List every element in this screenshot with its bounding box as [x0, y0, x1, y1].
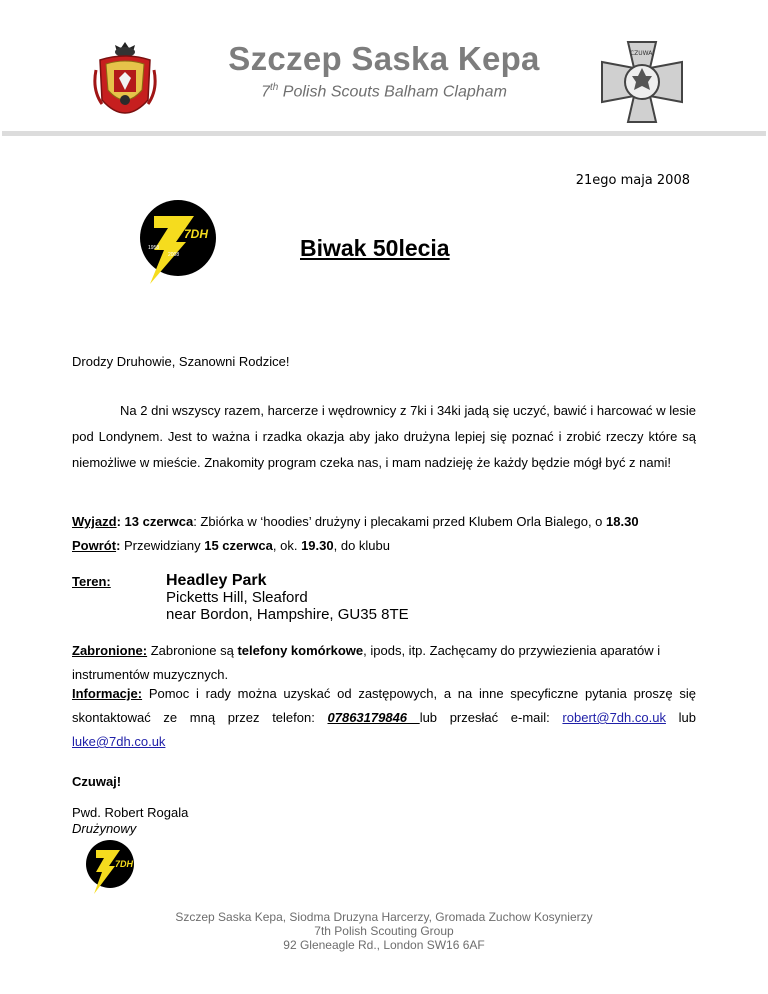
7dh-anniversary-logo	[132, 198, 224, 286]
header-divider	[2, 131, 766, 136]
email-link-robert[interactable]: robert@7dh.co.uk	[562, 710, 666, 725]
location-name: Headley Park	[166, 572, 267, 589]
closing: Czuwaj!	[72, 774, 122, 789]
scout-cross-emblem	[598, 38, 686, 126]
footer-line3: 92 Gleneagle Rd., London SW16 6AF	[283, 938, 485, 952]
footer	[0, 910, 768, 952]
email-link-luke[interactable]: luke@7dh.co.uk	[72, 734, 166, 749]
7dh-small-logo	[84, 838, 138, 896]
signature-role: Drużynowy	[72, 821, 137, 836]
departure-info: Wyjazd: 13 czerwca: Zbiórka w ‘hoodies’ drużyny i plecakami przed Klubem Orla Bialego, o 18.30	[72, 514, 639, 529]
prohibited-info: Zabronione: Zabronione są telefony komórkowe, ipods, itp. Zachęcamy do przywiezienia aparatów i instrumentów muzycznych.	[72, 643, 661, 682]
location-label: Teren:	[72, 574, 111, 589]
footer-line1: Szczep Saska Kepa, Siodma Druzyna Harcerzy, Gromada Zuchow Kosynierzy	[175, 910, 593, 924]
return-info: Powrót: Przewidziany 15 czerwca, ok. 19.30, do klubu	[72, 538, 390, 553]
intro-paragraph: Na 2 dni wszyscy razem, harcerze i wędrownicy z 7ki i 34ki jadą się uczyć, bawić i harcować w lesie pod Londynem. Jest to ważna i rzadka okazja aby jako drużyna lepiej się poznać i zrobić rzeczy które są niemożliwe w mieście. Znakomity program czeka nas, i mam nadzieję że każdy będzie mógł być z nami!	[72, 403, 696, 470]
organization-name: Szczep Saska Kepa	[228, 40, 540, 77]
greeting: Drodzy Druhowie, Szanowni Rodzice!	[72, 354, 290, 369]
letter-date: 21ego maja 2008	[575, 173, 690, 188]
footer-line2: 7th Polish Scouting Group	[314, 924, 454, 938]
signature-name: Pwd. Robert Rogala	[72, 805, 189, 820]
logo-text: 7DH	[183, 227, 209, 241]
location-address	[166, 572, 409, 623]
information-info: Informacje: Pomoc i rady można uzyskać od zastępowych, a na inne specyficzne pytania proszę się skontaktować ze mną przez telefon: 07863179846 lub przesłać e-mail: robert@7dh.co.uk lub luke@7dh.co.uk	[72, 686, 696, 749]
small-logo-text: 7DH	[114, 859, 134, 869]
location-line3: near Bordon, Hampshire, GU35 8TE	[166, 606, 409, 623]
logo-year-start: 1958	[148, 245, 160, 251]
organization-subtitle: 7th Polish Scouts Balham Clapham	[261, 82, 507, 101]
location-line2: Picketts Hill, Sleaford	[166, 589, 308, 606]
letter-title: Biwak 50lecia	[300, 235, 450, 261]
phone-number[interactable]: 07863179846	[327, 710, 420, 725]
svg-text:CZUWAJ: CZUWAJ	[629, 50, 655, 57]
logo-year-end: 2008	[168, 252, 180, 258]
